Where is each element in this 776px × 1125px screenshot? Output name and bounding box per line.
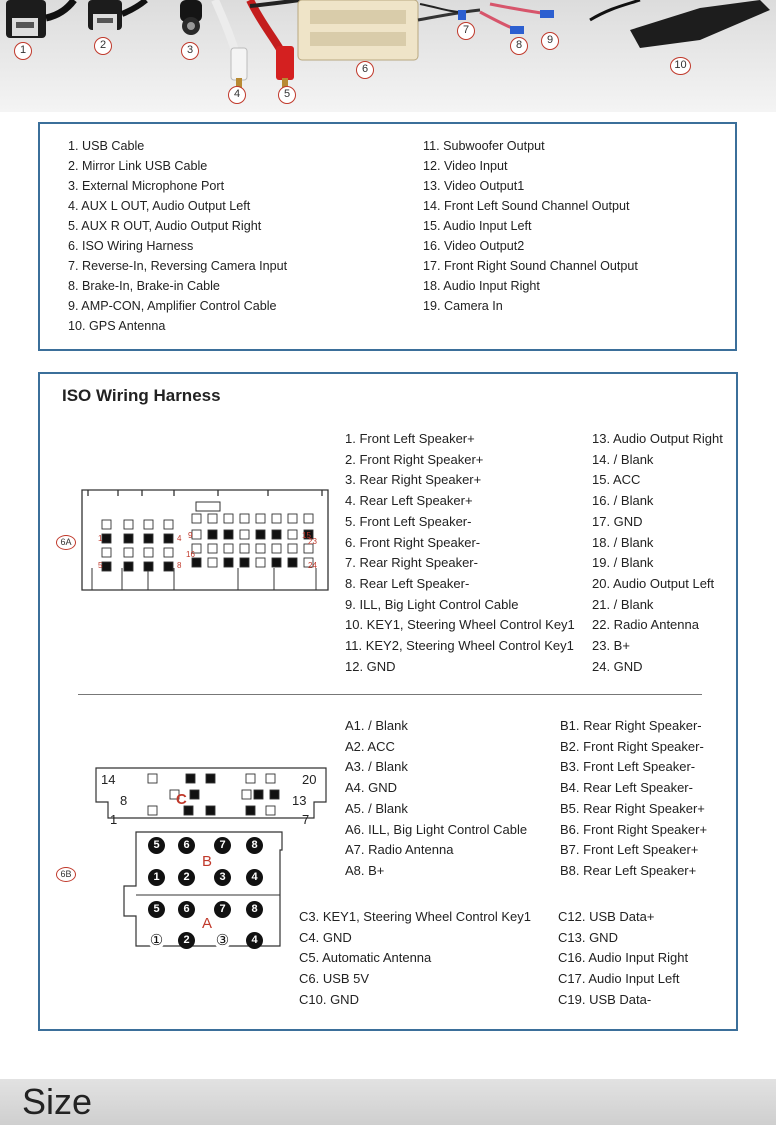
connector-c-pin-list-right [558,907,688,1011]
callout-2: 2 [94,37,112,55]
pin-socket [288,544,297,553]
pin-item: A2. ACC [345,738,395,754]
pin-socket [208,544,217,553]
callout-7: 7 [457,22,475,40]
pin-item: A4. GND [345,780,398,796]
pin-socket [208,530,217,539]
connector-b-letter: B [202,853,213,870]
legend-item: 11. Subwoofer Output [423,139,545,153]
legend-item: 9. AMP-CON, Amplifier Control Cable [68,299,277,313]
legend-item: 13. Video Output1 [423,179,525,193]
cables-illustration [0,0,776,112]
c-pin-socket [186,774,195,783]
usb-cable-plug [6,0,74,38]
pin-socket [124,534,133,543]
pin-socket [144,520,153,529]
pin-item: C13. GND [558,929,618,945]
pin-socket [272,544,281,553]
pin-item: B8. Rear Left Speaker+ [560,862,697,878]
pin-item: 21. / Blank [592,596,654,612]
callout-5: 5 [278,86,296,104]
c-pin-socket [246,774,255,783]
b-pin: 4 [246,869,263,886]
legend-item: 3. External Microphone Port [68,179,225,193]
cables-photo [0,0,776,112]
rca-white-plug [215,0,247,90]
legend-item: 4. AUX L OUT, Audio Output Left [68,199,251,213]
pin-item: 10. KEY1, Steering Wheel Control Key1 [345,617,575,633]
pin-item: C10. GND [299,991,359,1007]
a-pin: ③ [215,932,230,949]
b-pin: 8 [246,837,263,854]
pin-socket [192,514,201,523]
c-pin-socket [148,774,157,783]
microphone-jack [180,0,202,35]
pin-socket [144,562,153,571]
size-title: Size [22,1081,93,1122]
pin-socket [256,514,265,523]
pin-label-1: 1 [98,534,103,543]
c-pin-socket [266,806,275,815]
pin-label-5: 5 [98,561,103,570]
pin-item: B5. Rear Right Speaker+ [560,800,705,816]
pin-socket [164,520,173,529]
pin-socket [224,514,233,523]
pin-item: 5. Front Left Speaker- [345,513,472,529]
pin-socket [288,514,297,523]
c-pin-socket [266,774,275,783]
pin-item: 11. KEY2, Steering Wheel Control Key1 [345,638,574,654]
pin-item: 22. Radio Antenna [592,617,699,633]
b-pin: 6 [178,837,195,854]
pin-socket [272,530,281,539]
c-pin-number-1: 1 [110,812,118,827]
legend-item: 17. Front Right Sound Channel Output [423,259,638,273]
pin-label-16: 16 [186,550,195,559]
a-pin: 6 [178,901,195,918]
legend-list-left [68,136,287,336]
c-pin-number-20: 20 [302,772,317,787]
connector-c-letter: C [176,791,187,808]
pin-socket [208,558,217,567]
pin-item: B4. Rear Left Speaker- [560,780,693,796]
legend-item: 10. GPS Antenna [68,319,166,333]
pin-item: 13. Audio Output Right [592,431,723,446]
brake-wire [480,12,524,34]
callout-3: 3 [181,42,199,60]
pin-item: 1. Front Left Speaker+ [345,431,475,446]
pin-item: 17. GND [592,513,643,529]
pin-socket [240,558,249,567]
connector-6b-label: 6B [56,867,76,882]
pin-item: A6. ILL, Big Light Control Cable [345,821,528,837]
pin-socket [208,514,217,523]
pin-item: 7. Rear Right Speaker- [345,555,478,571]
pin-item: A7. Radio Antenna [345,842,454,858]
pin-socket [272,558,281,567]
pin-socket [240,544,249,553]
pin-item: 18. / Blank [592,534,654,550]
pin-item: 8. Rear Left Speaker- [345,575,470,591]
b-pin: 1 [148,869,165,886]
connector-6a-pins-right [592,429,723,677]
c-pin-socket [270,790,279,799]
pin-socket [240,530,249,539]
pin-socket [288,530,297,539]
pin-item: 9. ILL, Big Light Control Cable [345,596,519,612]
connector-6a-label: 6A [56,535,76,550]
pin-item: 24. GND [592,658,643,674]
pin-label-9: 9 [188,531,193,540]
pin-item: C3. KEY1, Steering Wheel Control Key1 [299,909,531,924]
callout-9: 9 [541,32,559,50]
pin-socket [224,530,233,539]
legend-item: 15. Audio Input Left [423,219,532,233]
legend-item: 6. ISO Wiring Harness [68,239,194,253]
legend-item: 1. USB Cable [68,139,145,153]
size-section-banner [0,1079,776,1125]
pin-socket [240,514,249,523]
section-divider [78,694,702,695]
a-pin: 7 [214,901,231,918]
pin-item: 14. / Blank [592,451,654,467]
legend-item: 2. Mirror Link USB Cable [68,159,208,173]
c-pin-socket [254,790,263,799]
connector-c-pin-list-left [299,907,531,1011]
callout-6: 6 [356,61,374,79]
gps-antenna [590,0,770,48]
pin-item: 12. GND [345,658,396,674]
connector-a-letter: A [202,915,213,932]
c-pin-socket [242,790,251,799]
c-pin-socket [190,790,199,799]
c-pin-number-7: 7 [302,812,310,827]
legend-item: 16. Video Output2 [423,239,525,253]
c-pin-number-8: 8 [120,793,128,808]
section-title: ISO Wiring Harness [62,386,221,405]
c-pin-socket [246,806,255,815]
pin-item: B7. Front Left Speaker+ [560,842,699,858]
b-pin: 5 [148,837,165,854]
pin-socket [272,514,281,523]
pin-socket [304,514,313,523]
mirror-link-usb-plug [88,0,146,30]
a-pin: 2 [178,932,195,949]
connector-6a-pins-left [345,429,575,677]
pin-socket [288,558,297,567]
pin-item: 4. Rear Left Speaker+ [345,493,473,509]
pin-item: 2. Front Right Speaker+ [345,451,484,467]
pin-item: C12. USB Data+ [558,909,655,924]
connector-a-pin-list [345,716,527,882]
pin-socket [256,544,265,553]
rca-red-plug [250,0,294,90]
pin-item: 15. ACC [592,472,641,488]
pin-socket [124,548,133,557]
a-pin: 8 [246,901,263,918]
pin-socket [144,548,153,557]
pin-socket [224,558,233,567]
pin-socket [192,558,201,567]
pin-socket [124,562,133,571]
legend-item: 19. Camera In [423,299,503,313]
pin-item: A1. / Blank [345,718,408,733]
a-pin: 5 [148,901,165,918]
a-pin: ① [149,932,164,949]
callout-4: 4 [228,86,246,104]
pin-label-4: 4 [177,534,182,543]
pin-label-24: 24 [308,561,317,570]
callout-10: 10 [670,57,691,75]
pin-socket [102,534,111,543]
callout-1: 1 [14,42,32,60]
legend-item: 12. Video Input [423,159,508,173]
pin-socket [164,534,173,543]
pin-item: 3. Rear Right Speaker+ [345,472,482,488]
a-pin: 4 [246,932,263,949]
cable-legend [38,122,737,351]
pin-item: C19. USB Data- [558,991,652,1007]
b-pin: 3 [214,869,231,886]
pin-item: A8. B+ [345,862,385,878]
b-pin: 2 [178,869,195,886]
legend-item: 5. AUX R OUT, Audio Output Right [68,219,262,233]
pin-item: 23. B+ [592,638,630,654]
c-pin-number-13: 13 [292,793,307,808]
amp-con-wire [490,4,554,18]
c-pin-number-14: 14 [101,772,116,787]
legend-item: 18. Audio Input Right [423,279,540,293]
pin-socket [224,544,233,553]
pin-item: C4. GND [299,929,352,945]
pin-item: 6. Front Right Speaker- [345,534,481,550]
pin-socket [256,558,265,567]
pin-item: 19. / Blank [592,555,654,571]
pin-item: C6. USB 5V [299,971,370,987]
pin-socket [124,520,133,529]
c-pin-socket [206,774,215,783]
iso-wiring-harness-panel [38,372,738,1031]
pin-socket [256,530,265,539]
pin-label-15: 15 [302,531,311,540]
callout-8: 8 [510,37,528,55]
pin-item: B2. Front Right Speaker- [560,738,704,754]
c-pin-socket [148,806,157,815]
pin-item: C17. Audio Input Left [558,971,680,987]
pin-socket [192,530,201,539]
legend-item: 7. Reverse-In, Reversing Camera Input [68,259,288,273]
pin-item: B1. Rear Right Speaker- [560,718,702,733]
pin-socket [102,548,111,557]
pin-socket [164,562,173,571]
pin-label-8: 8 [177,561,182,570]
pin-item: B6. Front Right Speaker+ [560,821,708,837]
pin-item: B3. Front Left Speaker- [560,759,696,775]
pin-socket [144,534,153,543]
connector-6a-diagram [78,486,338,596]
connector-b-pin-list [560,716,707,882]
pin-socket [102,520,111,529]
legend-list-right [423,136,638,316]
pin-item: C16. Audio Input Right [558,950,689,966]
pin-item: 20. Audio Output Left [592,575,715,591]
legend-item: 14. Front Left Sound Channel Output [423,199,630,213]
legend-item: 8. Brake-In, Brake-in Cable [68,279,220,293]
pin-item: 16. / Blank [592,493,654,509]
b-pin: 7 [214,837,231,854]
c-pin-socket [206,806,215,815]
pin-item: A3. / Blank [345,759,408,775]
pin-socket [102,562,111,571]
pin-socket [164,548,173,557]
pin-item: A5. / Blank [345,800,408,816]
pin-item: C5. Automatic Antenna [299,950,432,966]
pin-label-23: 23 [308,537,317,546]
